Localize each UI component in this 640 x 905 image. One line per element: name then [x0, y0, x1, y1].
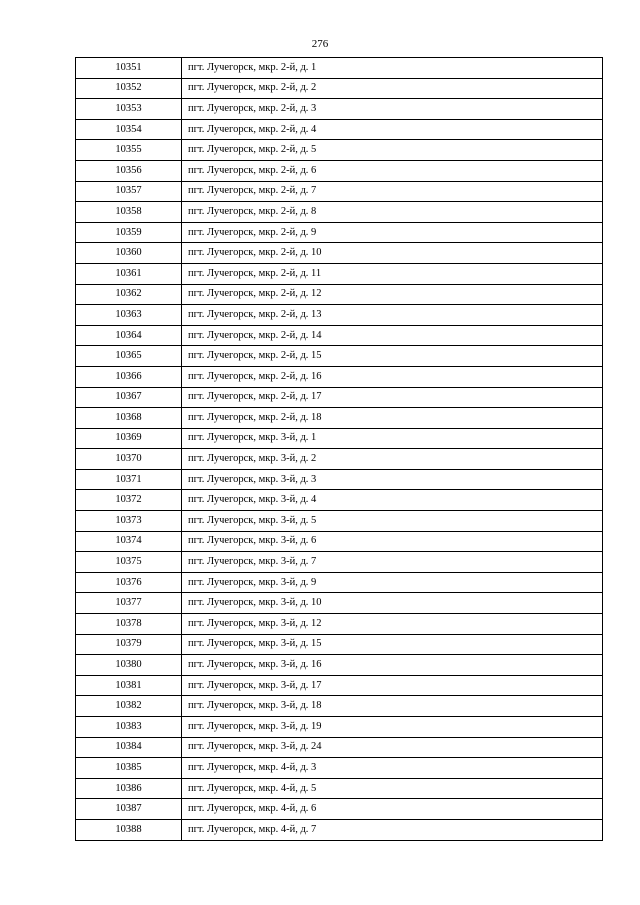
table-row [76, 58, 603, 79]
record-number-cell: 10363 [76, 305, 182, 326]
table-row [76, 99, 603, 120]
address-cell: пгт. Лучегорск, мкр. 3-й, д. 19 [182, 717, 603, 738]
address-cell: пгт. Лучегорск, мкр. 3-й, д. 12 [182, 614, 603, 635]
address-cell: пгт. Лучегорск, мкр. 4-й, д. 5 [182, 778, 603, 799]
record-number-cell: 10375 [76, 552, 182, 573]
table-row [76, 819, 603, 840]
address-cell: пгт. Лучегорск, мкр. 3-й, д. 9 [182, 572, 603, 593]
table-row [76, 428, 603, 449]
table-row [76, 758, 603, 779]
record-number-cell: 10369 [76, 428, 182, 449]
record-number-cell: 10367 [76, 387, 182, 408]
address-cell: пгт. Лучегорск, мкр. 3-й, д. 6 [182, 531, 603, 552]
address-cell: пгт. Лучегорск, мкр. 2-й, д. 17 [182, 387, 603, 408]
table-row [76, 284, 603, 305]
address-cell: пгт. Лучегорск, мкр. 2-й, д. 13 [182, 305, 603, 326]
record-number-cell: 10376 [76, 572, 182, 593]
address-cell: пгт. Лучегорск, мкр. 2-й, д. 6 [182, 160, 603, 181]
table-row [76, 325, 603, 346]
record-number-cell: 10359 [76, 222, 182, 243]
address-cell: пгт. Лучегорск, мкр. 3-й, д. 16 [182, 655, 603, 676]
address-registry-body [76, 58, 603, 841]
record-number-cell: 10351 [76, 58, 182, 79]
record-number-cell: 10388 [76, 819, 182, 840]
table-row [76, 119, 603, 140]
address-cell: пгт. Лучегорск, мкр. 2-й, д. 1 [182, 58, 603, 79]
record-number-cell: 10378 [76, 614, 182, 635]
table-row [76, 263, 603, 284]
record-number-cell: 10356 [76, 160, 182, 181]
record-number-cell: 10357 [76, 181, 182, 202]
record-number-cell: 10387 [76, 799, 182, 820]
table-row [76, 655, 603, 676]
address-cell: пгт. Лучегорск, мкр. 2-й, д. 2 [182, 78, 603, 99]
address-cell: пгт. Лучегорск, мкр. 3-й, д. 17 [182, 675, 603, 696]
address-cell: пгт. Лучегорск, мкр. 2-й, д. 12 [182, 284, 603, 305]
page-number: 276 [311, 38, 329, 50]
table-row [76, 675, 603, 696]
record-number-cell: 10377 [76, 593, 182, 614]
table-row [76, 243, 603, 264]
address-cell: пгт. Лучегорск, мкр. 2-й, д. 8 [182, 202, 603, 223]
record-number-cell: 10379 [76, 634, 182, 655]
address-cell: пгт. Лучегорск, мкр. 3-й, д. 7 [182, 552, 603, 573]
table-row [76, 222, 603, 243]
table-row [76, 305, 603, 326]
record-number-cell: 10355 [76, 140, 182, 161]
address-cell: пгт. Лучегорск, мкр. 2-й, д. 4 [182, 119, 603, 140]
address-cell: пгт. Лучегорск, мкр. 4-й, д. 6 [182, 799, 603, 820]
table-row [76, 531, 603, 552]
table-row [76, 552, 603, 573]
record-number-cell: 10380 [76, 655, 182, 676]
address-cell: пгт. Лучегорск, мкр. 2-й, д. 3 [182, 99, 603, 120]
address-cell: пгт. Лучегорск, мкр. 3-й, д. 1 [182, 428, 603, 449]
table-row [76, 346, 603, 367]
address-cell: пгт. Лучегорск, мкр. 2-й, д. 10 [182, 243, 603, 264]
record-number-cell: 10360 [76, 243, 182, 264]
record-number-cell: 10372 [76, 490, 182, 511]
address-cell: пгт. Лучегорск, мкр. 3-й, д. 24 [182, 737, 603, 758]
table-row [76, 160, 603, 181]
address-cell: пгт. Лучегорск, мкр. 3-й, д. 4 [182, 490, 603, 511]
address-cell: пгт. Лучегорск, мкр. 3-й, д. 15 [182, 634, 603, 655]
record-number-cell: 10374 [76, 531, 182, 552]
address-cell: пгт. Лучегорск, мкр. 3-й, д. 18 [182, 696, 603, 717]
table-row [76, 181, 603, 202]
record-number-cell: 10364 [76, 325, 182, 346]
table-row [76, 737, 603, 758]
address-registry-table [75, 57, 603, 841]
table-row [76, 408, 603, 429]
record-number-cell: 10371 [76, 469, 182, 490]
table-row [76, 387, 603, 408]
table-row [76, 717, 603, 738]
address-cell: пгт. Лучегорск, мкр. 4-й, д. 7 [182, 819, 603, 840]
record-number-cell: 10382 [76, 696, 182, 717]
address-cell: пгт. Лучегорск, мкр. 2-й, д. 15 [182, 346, 603, 367]
record-number-cell: 10354 [76, 119, 182, 140]
record-number-cell: 10353 [76, 99, 182, 120]
table-row [76, 696, 603, 717]
record-number-cell: 10373 [76, 511, 182, 532]
record-number-cell: 10370 [76, 449, 182, 470]
record-number-cell: 10366 [76, 366, 182, 387]
address-cell: пгт. Лучегорск, мкр. 4-й, д. 3 [182, 758, 603, 779]
record-number-cell: 10386 [76, 778, 182, 799]
address-cell: пгт. Лучегорск, мкр. 2-й, д. 16 [182, 366, 603, 387]
address-cell: пгт. Лучегорск, мкр. 2-й, д. 5 [182, 140, 603, 161]
table-row [76, 593, 603, 614]
table-row [76, 449, 603, 470]
record-number-cell: 10385 [76, 758, 182, 779]
record-number-cell: 10383 [76, 717, 182, 738]
address-cell: пгт. Лучегорск, мкр. 3-й, д. 2 [182, 449, 603, 470]
table-row [76, 799, 603, 820]
address-cell: пгт. Лучегорск, мкр. 3-й, д. 3 [182, 469, 603, 490]
table-row [76, 78, 603, 99]
table-row [76, 634, 603, 655]
table-row [76, 490, 603, 511]
address-cell: пгт. Лучегорск, мкр. 3-й, д. 5 [182, 511, 603, 532]
address-cell: пгт. Лучегорск, мкр. 2-й, д. 7 [182, 181, 603, 202]
record-number-cell: 10358 [76, 202, 182, 223]
table-row [76, 366, 603, 387]
table-row [76, 778, 603, 799]
table-row [76, 469, 603, 490]
record-number-cell: 10362 [76, 284, 182, 305]
table-row [76, 614, 603, 635]
table-row [76, 202, 603, 223]
table-row [76, 511, 603, 532]
record-number-cell: 10381 [76, 675, 182, 696]
address-cell: пгт. Лучегорск, мкр. 2-й, д. 14 [182, 325, 603, 346]
address-cell: пгт. Лучегорск, мкр. 3-й, д. 10 [182, 593, 603, 614]
table-row [76, 572, 603, 593]
record-number-cell: 10368 [76, 408, 182, 429]
address-cell: пгт. Лучегорск, мкр. 2-й, д. 18 [182, 408, 603, 429]
table-row [76, 140, 603, 161]
address-cell: пгт. Лучегорск, мкр. 2-й, д. 11 [182, 263, 603, 284]
record-number-cell: 10365 [76, 346, 182, 367]
record-number-cell: 10361 [76, 263, 182, 284]
record-number-cell: 10384 [76, 737, 182, 758]
address-cell: пгт. Лучегорск, мкр. 2-й, д. 9 [182, 222, 603, 243]
record-number-cell: 10352 [76, 78, 182, 99]
